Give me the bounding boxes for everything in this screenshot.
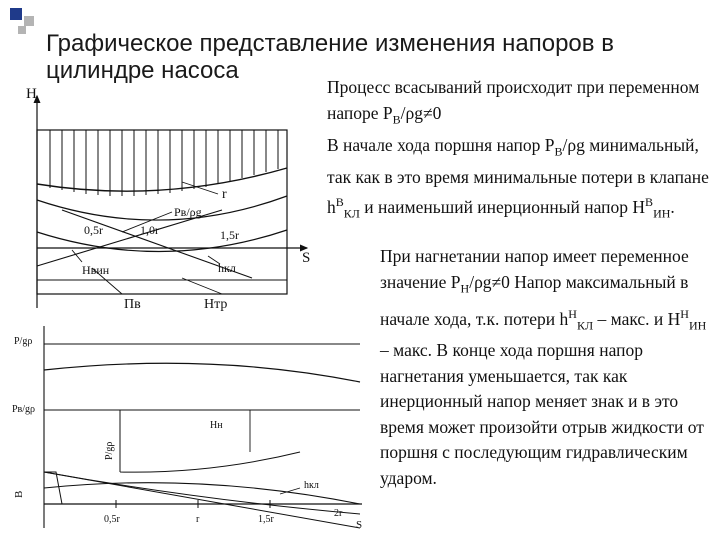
label-pv-rho-g: Рв/ρg: [174, 205, 202, 219]
text-segment: В: [554, 144, 563, 158]
text-segment: и наименьший инерционный напор Н: [359, 196, 646, 217]
corner-square-small: [18, 26, 26, 34]
text-segment: .: [670, 196, 675, 217]
text-segment: КЛ: [576, 317, 594, 332]
leader-hin: [72, 250, 82, 262]
label-hv-in: Нвин: [82, 263, 110, 277]
text-segment: ИН: [653, 206, 671, 221]
label-p-g-rho-vert: Р/gρ: [104, 441, 115, 460]
label-h-kl-bottom: hкл: [304, 480, 319, 491]
text-segment: В: [645, 195, 654, 209]
text-segment: При нагнетании напор имеет переменное значение Р: [380, 246, 689, 292]
label-15r: 1,5r: [220, 228, 239, 242]
page-title: Графическое представление изменения напоров в цилиндре насоса: [46, 30, 614, 84]
text-segment: Н: [680, 306, 689, 321]
text-segment: /ρg≠0 Напор максимальный в начале хода, т.к. потери h: [380, 271, 689, 329]
text-segment: В начале хода поршня напор Р: [327, 134, 555, 155]
text-segment: КЛ: [343, 206, 360, 221]
curve-pn: [44, 363, 360, 382]
text-segment: Н: [568, 306, 577, 321]
text-segment: – макс. В конце хода поршня напор нагнетания уменьшается, так как инерционный напор меняет знак и в это время может произойти отрыв жидкости от поршня с последующим гидравлическим ударом.: [380, 340, 704, 488]
label-r: r: [222, 187, 227, 202]
text-segment: В: [335, 195, 344, 209]
label-pv-g-rho: Рв/gρ: [12, 404, 36, 415]
suction-pressure-diagram: [22, 82, 322, 322]
text-segment: /ρg минимальный, так как в это время минимальные потери в клапане h: [327, 134, 709, 217]
label-15r-bottom: 1,5r: [258, 514, 274, 525]
axis-s-label: S: [302, 250, 311, 266]
text-segment: ИН: [688, 317, 707, 332]
discharge-description: [380, 244, 716, 491]
text-segment: /ρg≠0: [400, 102, 442, 123]
axis-h-label: Н: [26, 86, 37, 102]
text-segment: – макс. и Н: [593, 308, 681, 329]
axis-b-label: В: [13, 490, 25, 498]
label-p-rho-g: Р/gρ: [14, 336, 33, 347]
discharge-pressure-diagram: [0, 322, 372, 536]
corner-square-dark: [10, 8, 22, 20]
label-h-tr: Нтр: [204, 297, 228, 312]
label-h-kl: hкл: [218, 261, 236, 275]
label-05r: 0,5r: [84, 223, 103, 237]
label-05r-bottom: 0,5r: [104, 514, 120, 525]
label-2r-bottom: 2r: [334, 508, 343, 519]
label-h-in: Нн: [210, 420, 223, 431]
label-r-bottom: r: [196, 514, 200, 525]
text-segment: Процесс всасываний происходит при переменном напоре Р: [327, 77, 700, 123]
label-s-bottom: S: [356, 519, 363, 531]
text-segment: Н: [460, 281, 470, 295]
corner-square-light: [24, 16, 34, 26]
label-10r: 1,0r: [140, 223, 159, 237]
curve-b-lower: [44, 472, 360, 514]
hatching: [50, 130, 278, 196]
label-pi-v: Пв: [124, 297, 141, 312]
suction-description: [327, 75, 712, 227]
text-segment: В: [392, 112, 401, 126]
